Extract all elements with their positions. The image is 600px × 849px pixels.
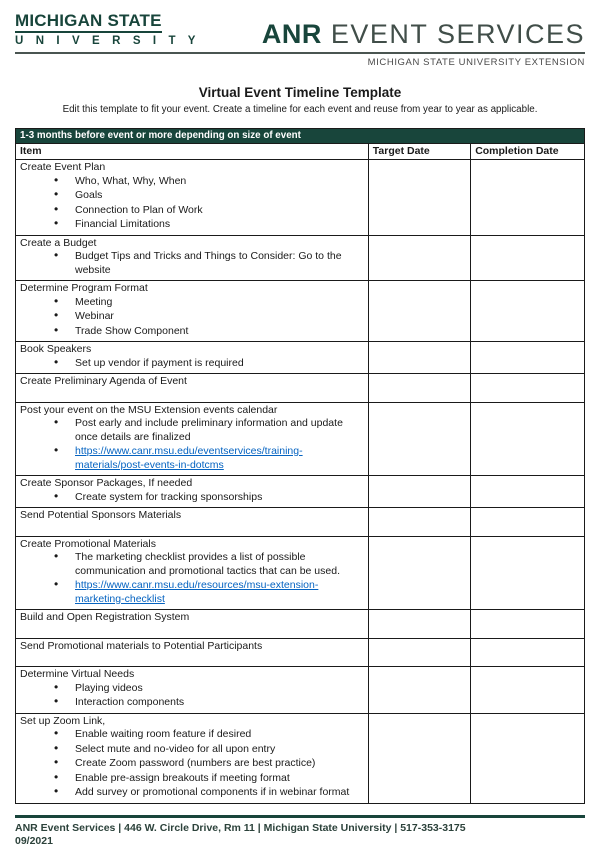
bullet-item: • Budget Tips and Tricks and Things to Consider: Go to the website: [75, 250, 364, 278]
table-row: [16, 713, 585, 803]
table-row: [16, 374, 585, 403]
table-row: [16, 342, 585, 374]
completion-date-cell: [471, 713, 585, 803]
bullet-item: • Interaction components: [75, 696, 364, 711]
msu-logo-line1: MICHIGAN STATE: [15, 12, 162, 33]
bullet-item: • Set up vendor if payment is required: [75, 357, 364, 372]
bullet-item: • Post early and include preliminary information and update once details are finalized: [75, 417, 364, 445]
completion-date-cell: [471, 476, 585, 508]
completion-date-cell: [471, 342, 585, 374]
target-date-cell: [368, 342, 470, 374]
column-header-row: [16, 143, 585, 160]
footer-divider: [15, 815, 585, 818]
column-header-completion-date: Completion Date: [471, 143, 585, 160]
bullet-item: • Add survey or promotional components if in webinar format: [75, 786, 364, 801]
target-date-cell: [368, 638, 470, 667]
target-date-cell: [368, 235, 470, 281]
completion-date-cell: [471, 402, 585, 476]
bullet-item: • Enable pre-assign breakouts if meeting format: [75, 772, 364, 787]
bullet-item: • Goals: [75, 189, 364, 204]
footer-date: 09/2021: [15, 835, 53, 847]
item-title: Create Preliminary Agenda of Event: [20, 375, 187, 387]
anr-logo-bold: ANR: [261, 18, 322, 49]
item-cell: [16, 402, 369, 476]
item-title: Create Promotional Materials: [20, 537, 156, 550]
table-row: [16, 476, 585, 508]
item-title: Create Event Plan: [20, 161, 106, 173]
completion-date-cell: [471, 638, 585, 667]
msu-university-logo: [15, 12, 200, 48]
bullet-link[interactable]: https://www.canr.msu.edu/resources/msu-extension-marketing-checklist: [75, 579, 319, 605]
bullet-link[interactable]: https://www.canr.msu.edu/eventservices/training-materials/post-events-in-dotcms: [75, 445, 303, 471]
item-title: Send Potential Sponsors Materials: [20, 509, 182, 521]
table-row: [16, 536, 585, 610]
item-title: Determine Program Format: [20, 282, 148, 294]
target-date-cell: [368, 536, 470, 610]
bullet-list: [20, 357, 364, 372]
item-cell: [16, 281, 369, 342]
msu-logo-line2: U N I V E R S I T Y: [15, 35, 200, 47]
item-title: Determine Virtual Needs: [20, 668, 135, 680]
target-date-cell: [368, 508, 470, 537]
table-row: [16, 508, 585, 537]
item-title: Create a Budget: [20, 236, 97, 249]
completion-date-cell: [471, 374, 585, 403]
page-title: Virtual Event Timeline Template: [198, 84, 402, 100]
section-header-row: [16, 128, 585, 143]
completion-date-cell: [471, 160, 585, 236]
completion-date-cell: [471, 536, 585, 610]
bullet-item: • Who, What, Why, When: [75, 175, 364, 190]
extension-tagline: MICHIGAN STATE UNIVERSITY EXTENSION: [367, 56, 585, 68]
item-title: Book Speakers: [20, 343, 92, 355]
bullet-item: • Create system for tracking sponsorships: [75, 491, 364, 506]
completion-date-cell: [471, 610, 585, 639]
item-title: Create Sponsor Packages, If needed: [20, 477, 193, 489]
target-date-cell: [368, 713, 470, 803]
target-date-cell: [368, 402, 470, 476]
page-subtitle: Edit this template to fit your event. Create a timeline for each event and reuse from year to year as applicable.: [62, 103, 538, 115]
table-row: [16, 160, 585, 236]
table-row: [16, 610, 585, 639]
bullet-item: • Meeting: [75, 296, 364, 311]
bullet-item: • Playing videos: [75, 682, 364, 697]
anr-event-services-logo: [261, 18, 585, 49]
table-row: [16, 402, 585, 476]
item-title: Post your event on the MSU Extension events calendar: [20, 403, 278, 416]
target-date-cell: [368, 160, 470, 236]
item-cell: [16, 610, 369, 639]
bullet-list: [20, 296, 364, 340]
bullet-list: [20, 682, 364, 711]
table-row: [16, 281, 585, 342]
bullet-list: [20, 175, 364, 233]
bullet-item: • Create Zoom password (numbers are best practice): [75, 757, 364, 772]
masthead: [15, 12, 585, 48]
completion-date-cell: [471, 281, 585, 342]
timeline-table: [15, 128, 585, 804]
bullet-item: • The marketing checklist provides a list of possible communication and promotional tactics that can be used.: [75, 551, 364, 579]
completion-date-cell: [471, 667, 585, 714]
table-row: [16, 235, 585, 281]
target-date-cell: [368, 374, 470, 403]
item-cell: [16, 374, 369, 403]
bullet-item: [75, 445, 364, 473]
item-cell: [16, 235, 369, 281]
item-cell: [16, 667, 369, 714]
bullet-list: [20, 551, 364, 607]
bullet-list: [20, 250, 364, 278]
footer-contact-line: ANR Event Services | 446 W. Circle Drive, Rm 11 | Michigan State University | 517-353-3175: [15, 821, 466, 834]
item-cell: [16, 536, 369, 610]
item-title: Send Promotional materials to Potential Participants: [20, 639, 263, 652]
bullet-item: • Enable waiting room feature if desired: [75, 728, 364, 743]
bullet-item: • Trade Show Component: [75, 325, 364, 340]
target-date-cell: [368, 610, 470, 639]
target-date-cell: [368, 476, 470, 508]
section-header: 1-3 months before event or more depending on size of event: [16, 128, 585, 143]
table-row: [16, 638, 585, 667]
page-header: [15, 12, 585, 68]
item-title: Build and Open Registration System: [20, 611, 190, 623]
header-divider: [15, 52, 585, 54]
bullet-item: • Connection to Plan of Work: [75, 204, 364, 219]
completion-date-cell: [471, 235, 585, 281]
column-header-item: Item: [16, 143, 369, 160]
item-cell: [16, 638, 369, 667]
target-date-cell: [368, 281, 470, 342]
item-cell: [16, 160, 369, 236]
item-cell: [16, 713, 369, 803]
item-cell: [16, 508, 369, 537]
bullet-item: • Webinar: [75, 310, 364, 325]
target-date-cell: [368, 667, 470, 714]
bullet-item: [75, 579, 364, 607]
item-cell: [16, 342, 369, 374]
bullet-list: [20, 417, 364, 473]
anr-logo-text: EVENT SERVICES: [321, 18, 585, 49]
item-title: Set up Zoom Link,: [20, 714, 106, 727]
bullet-item: • Select mute and no-video for all upon entry: [75, 743, 364, 758]
item-cell: [16, 476, 369, 508]
bullet-list: [20, 491, 364, 506]
completion-date-cell: [471, 508, 585, 537]
column-header-target-date: Target Date: [368, 143, 470, 160]
table-row: [16, 667, 585, 714]
page-footer: [15, 815, 585, 849]
bullet-item: • Financial Limitations: [75, 218, 364, 233]
bullet-list: [20, 728, 364, 801]
